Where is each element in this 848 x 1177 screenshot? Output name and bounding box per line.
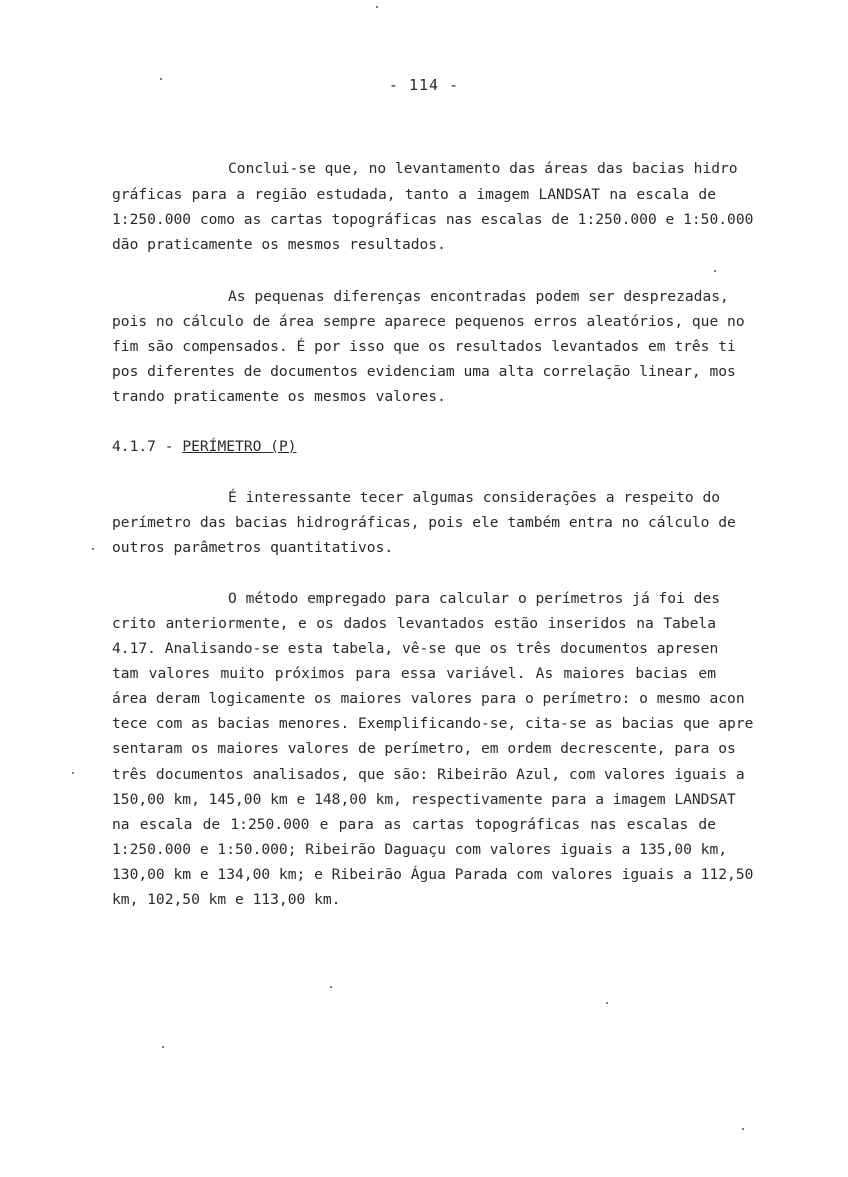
paragraph-4-line-5: área deram logicamente os maiores valores para o perímetro: o mesmo acon (112, 690, 745, 707)
paragraph-4-line-13: km, 102,50 km e 113,00 km. (112, 891, 341, 908)
paragraph-3-line-3: outros parâmetros quantitativos. (112, 539, 394, 556)
paragraph-2-line-4: pos diferentes de documentos evidenciam uma alta correlação linear, mos (112, 363, 736, 380)
paragraph-2-line-2: pois no cálculo de área sempre aparece pequenos erros aleatórios, que no (112, 313, 745, 330)
section-number: 4.1.7 - (112, 438, 174, 455)
section-title: PERÍMETRO (P) (182, 438, 297, 455)
scan-speck (376, 6, 378, 8)
paragraph-2-line-1: As pequenas diferenças encontradas podem ser desprezadas, (228, 288, 729, 305)
scan-speck (92, 548, 94, 550)
scan-speck (714, 270, 716, 272)
scan-speck (606, 1002, 608, 1004)
paragraph-1-line-4: dão praticamente os mesmos resultados. (112, 236, 446, 253)
paragraph-1-line-1: Conclui-se que, no levantamento das áreas das bacias hidro (228, 160, 738, 177)
paragraph-3-line-1: É interessante tecer algumas considerações a respeito do (228, 489, 721, 506)
paragraph-4-line-3: 4.17. Analisando-se esta tabela, vê-se que os três documentos apresen (112, 640, 719, 657)
paragraph-4-line-8: três documentos analisados, que são: Ribeirão Azul, com valores iguais a (112, 766, 745, 783)
scan-speck (742, 1128, 744, 1130)
scan-speck (162, 1046, 164, 1048)
paragraph-4-line-7: sentaram os maiores valores de perímetro, em ordem decrescente, para os (112, 740, 736, 757)
paragraph-2-line-5: trando praticamente os mesmos valores. (112, 388, 446, 405)
page-number: - 114 - (388, 76, 460, 94)
scan-speck (160, 78, 162, 80)
paragraph-4-line-1: O método empregado para calcular o perímetros já foi des (228, 590, 721, 607)
paragraph-4-line-10: na escala de 1:250.000 e para as cartas topográficas nas escalas de (112, 816, 716, 833)
paragraph-4-line-2: crito anteriormente, e os dados levantados estão inseridos na Tabela (112, 615, 716, 632)
scan-speck (330, 986, 332, 988)
paragraph-4-line-12: 130,00 km e 134,00 km; e Ribeirão Água Parada com valores iguais a 112,50 (112, 866, 754, 883)
paragraph-4-line-6: tece com as bacias menores. Exemplificando-se, cita-se as bacias que apre (112, 715, 754, 732)
scan-speck (72, 772, 74, 774)
section-heading (112, 438, 297, 456)
paragraph-1-line-3: 1:250.000 como as cartas topográficas nas escalas de 1:250.000 e 1:50.000 (112, 211, 754, 228)
paragraph-3-line-2: perímetro das bacias hidrográficas, pois ele também entra no cálculo de (112, 514, 736, 531)
paragraph-2-line-3: fim são compensados. É por isso que os resultados levantados em três ti (112, 338, 736, 355)
paragraph-4-line-4: tam valores muito próximos para essa variável. As maiores bacias em (112, 665, 716, 682)
paragraph-4-line-11: 1:250.000 e 1:50.000; Ribeirão Daguaçu com valores iguais a 135,00 km, (112, 841, 728, 858)
paragraph-1-line-2: gráficas para a região estudada, tanto a imagem LANDSAT na escala de (112, 186, 716, 203)
paragraph-4-line-9: 150,00 km, 145,00 km e 148,00 km, respectivamente para a imagem LANDSAT (112, 791, 736, 808)
